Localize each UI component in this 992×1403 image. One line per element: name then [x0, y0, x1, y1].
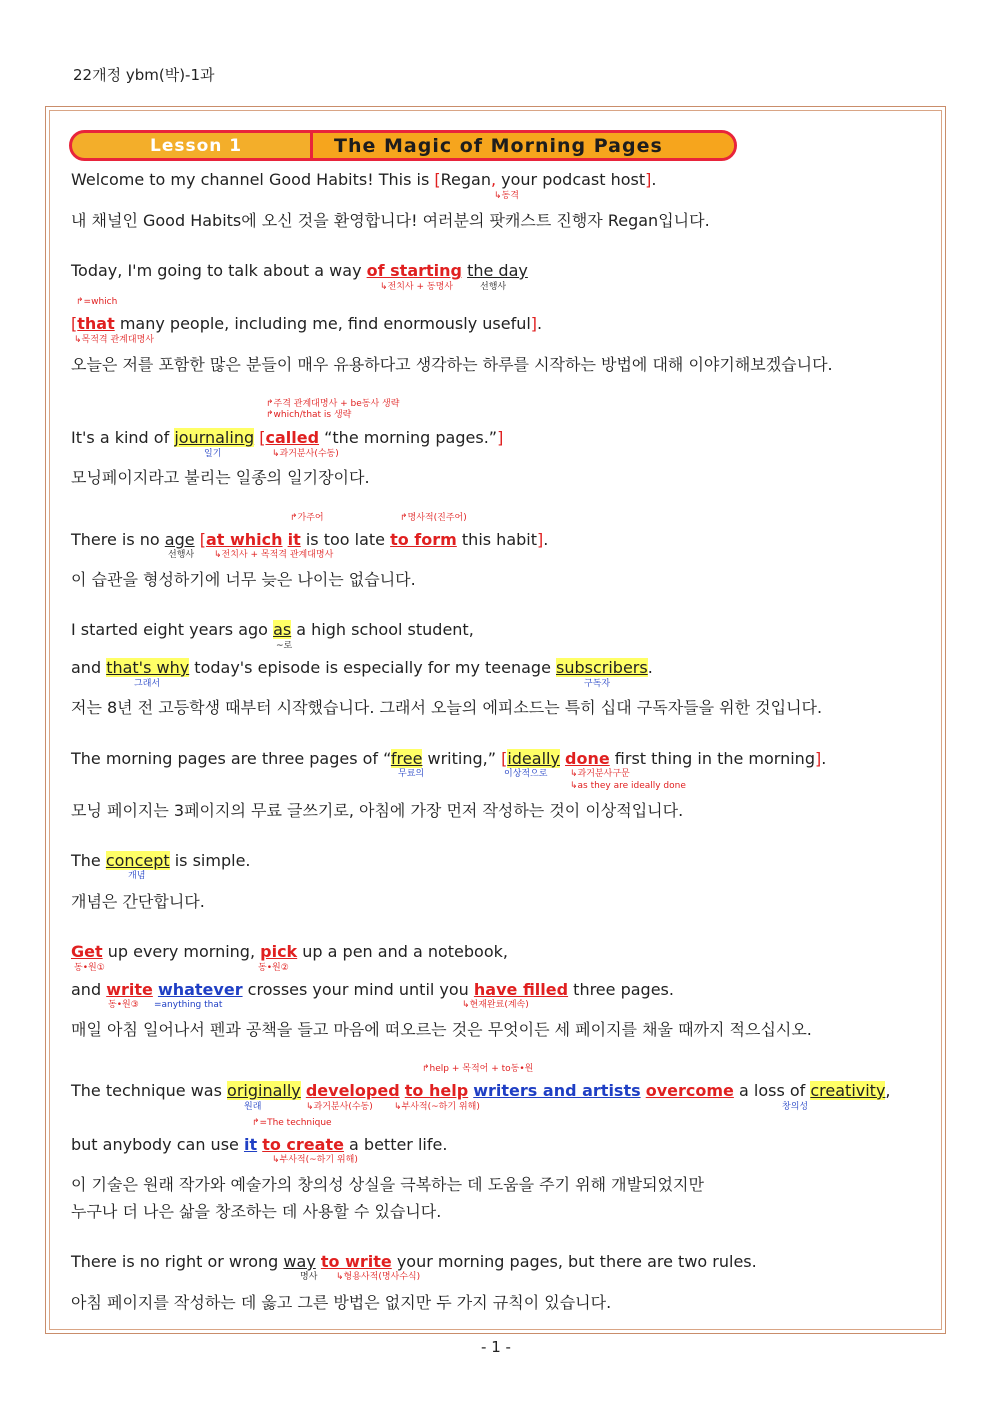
sentence-1-ko: 내 채널인 Good Habits에 오신 것을 환영합니다! 여러분의 팟캐스트 진행자 Regan입니다.	[71, 211, 710, 230]
note-originally: 원래	[244, 1102, 262, 1112]
note-antecedent: 선행사	[480, 282, 507, 292]
note-relative-omitted: ↱주격 관계대명사 + be동사 생략	[266, 399, 400, 409]
sentence-4-ko: 이 습관을 형성하기에 너무 늦은 나이는 없습니다.	[71, 570, 416, 589]
document-header: 22개정 ybm(박)-1과	[73, 66, 215, 84]
note-as-they-are: ↳as they are ideally done	[570, 781, 686, 791]
sentence-10-en: There is no right or wrong way to write your morning pages, but there are two rules.	[71, 1252, 757, 1271]
note-creativity: 창의성	[782, 1102, 809, 1112]
note-antecedent-age: 선행사	[168, 550, 195, 560]
note-adverbial-purpose-2: ↳부사적(~하기 위해)	[272, 1155, 358, 1165]
sentence-5-en-line2: and that's why today's episode is especially for my teenage subscribers.	[71, 658, 653, 677]
lesson-number: Lesson 1	[150, 136, 243, 156]
note-adjectival: ↳형용사적(명사수식)	[336, 1272, 421, 1282]
note-participle-phrase: ↳과거분사구문	[570, 769, 630, 779]
sentence-9-en-line2: but anybody can use it to create a better life.	[71, 1135, 448, 1154]
note-ideally: 이상적으로	[504, 769, 548, 779]
note-as: ~로	[276, 641, 293, 651]
note-verb-3: 동•원③	[108, 1000, 139, 1010]
sentence-5-en-line1: I started eight years ago as a high school student,	[71, 620, 474, 639]
sentence-1-en: Welcome to my channel Good Habits! This is [Regan, your podcast host].	[71, 170, 657, 189]
note-verb-2: 동•원②	[258, 963, 289, 973]
sentence-4-en: There is no age [at which it is too late to form this habit].	[71, 530, 549, 549]
sentence-6-en: The morning pages are three pages of “free writing,” [ideally done first thing in the morning].	[71, 749, 827, 768]
note-journal: 일기	[204, 449, 222, 459]
sentence-8-en-line2: and write whatever crosses your mind until you have filled three pages.	[71, 980, 674, 999]
note-noun: 명사	[300, 1272, 318, 1282]
note-free: 무료의	[398, 769, 425, 779]
note-which: ↱=which	[76, 297, 118, 307]
sentence-7-en: The concept is simple.	[71, 851, 251, 870]
page-number: - 1 -	[481, 1338, 511, 1356]
sentence-2-ko: 오늘은 저를 포함한 많은 분들이 매우 유용하다고 생각하는 하루를 시작하는 방법에 대해 이야기해보겠습니다.	[71, 355, 833, 374]
note-appositive: ↳동격	[494, 191, 519, 201]
sentence-2-en-line2: [that many people, including me, find enormously useful].	[71, 314, 543, 333]
note-object-relative: ↳목적격 관계대명사	[74, 335, 154, 345]
sentence-9-ko-line2: 누구나 더 나은 삶을 창조하는 데 사용할 수 있습니다.	[71, 1202, 442, 1221]
note-dummy-subject: ↱가주어	[290, 513, 324, 523]
sentence-8-ko: 매일 아침 일어나서 펜과 공책을 들고 마음에 떠오르는 것은 무엇이든 세 페이지를 채울 때까지 적으십시오.	[71, 1020, 812, 1039]
note-the-technique: ↱=The technique	[252, 1118, 332, 1128]
sentence-3-ko: 모닝페이지라고 불리는 일종의 일기장이다.	[71, 468, 370, 487]
note-prep-relative: ↳전치사 + 목적격 관계대명사	[214, 550, 334, 560]
note-prep-gerund: ↳전치사 + 동명사	[380, 282, 453, 292]
note-passive: ↳과거분사(수동)	[306, 1102, 373, 1112]
note-which-is-omitted: ↱which/that is 생략	[266, 410, 352, 420]
note-help-structure: ↱help + 목적어 + to동•원	[422, 1064, 534, 1074]
sentence-9-ko-line1: 이 기술은 원래 작가와 예술가의 창의성 상실을 극복하는 데 도움을 주기 위해 개발되었지만	[71, 1175, 704, 1194]
sentence-6-ko: 모닝 페이지는 3페이지의 무료 글쓰기로, 아침에 가장 먼저 작성하는 것이 이상적입니다.	[71, 801, 684, 820]
lesson-title: The Magic of Morning Pages	[334, 135, 663, 157]
lesson-banner	[69, 130, 737, 161]
note-past-participle: ↳과거분사(수동)	[272, 449, 339, 459]
note-present-perfect: ↳현재완료(계속)	[462, 1000, 529, 1010]
sentence-9-en-line1: The technique was originally developed to help writers and artists overcome a loss of creativity,	[71, 1081, 891, 1100]
sentence-7-ko: 개념은 간단합니다.	[71, 892, 205, 911]
sentence-2-en-line1: Today, I'm going to talk about a way of starting the day	[71, 261, 528, 280]
sentence-10-ko: 아침 페이지를 작성하는 데 옳고 그른 방법은 없지만 두 가지 규칙이 있습니다.	[71, 1293, 612, 1312]
sentence-3-en: It's a kind of journaling [called “the morning pages.”]	[71, 428, 504, 447]
note-adverbial-purpose: ↳부사적(~하기 위해)	[394, 1102, 480, 1112]
sentence-8-en-line1: Get up every morning, pick up a pen and a notebook,	[71, 942, 508, 961]
note-concept: 개념	[128, 871, 146, 881]
note-real-subject: ↱명사적(진주어)	[400, 513, 467, 523]
note-so: 그래서	[134, 679, 161, 689]
note-subscriber: 구독자	[584, 679, 611, 689]
note-anything-that: =anything that	[154, 1000, 223, 1010]
sentence-5-ko: 저는 8년 전 고등학생 때부터 시작했습니다. 그래서 오늘의 에피소드는 특히 십대 구독자들을 위한 것입니다.	[71, 698, 823, 717]
note-verb-1: 동•원①	[74, 963, 105, 973]
